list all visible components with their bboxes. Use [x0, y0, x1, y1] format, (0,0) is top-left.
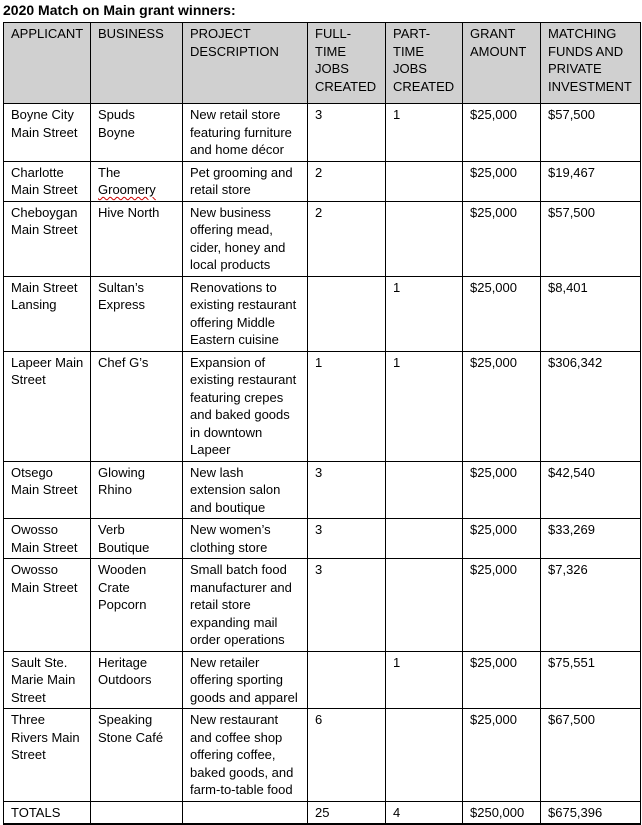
grant-amount-cell: $25,000	[463, 161, 541, 201]
description-cell: New restaurant and coffee shop offering coffee, baked goods, and farm-to-table food	[183, 709, 308, 802]
part-time-jobs-cell: 1	[386, 276, 463, 351]
applicant-cell: Owosso Main Street	[4, 559, 91, 652]
table-row	[4, 461, 641, 519]
column-header-full-time-jobs: FULL-TIME JOBS CREATED	[308, 23, 386, 104]
matching-funds-cell: $67,500	[541, 709, 641, 802]
totals-grant-amount-cell: $250,000	[463, 801, 541, 824]
grant-amount-cell: $25,000	[463, 104, 541, 162]
table-row	[4, 161, 641, 201]
applicant-cell: Lapeer Main Street	[4, 351, 91, 461]
column-header-description: PROJECT DESCRIPTION	[183, 23, 308, 104]
part-time-jobs-cell: 1	[386, 104, 463, 162]
business-text: The	[98, 164, 121, 180]
matching-funds-cell: $8,401	[541, 276, 641, 351]
full-time-jobs-cell: 2	[308, 201, 386, 276]
business-cell	[91, 161, 183, 201]
column-header-applicant: APPLICANT	[4, 23, 91, 104]
description-cell: Renovations to existing restaurant offering Middle Eastern cuisine	[183, 276, 308, 351]
description-cell: Expansion of existing restaurant featuring crepes and baked goods in downtown Lapeer	[183, 351, 308, 461]
table-row	[4, 201, 641, 276]
description-cell: New women’s clothing store	[183, 519, 308, 559]
matching-funds-cell: $75,551	[541, 651, 641, 709]
business-cell: Speaking Stone Café	[91, 709, 183, 802]
grant-amount-cell: $25,000	[463, 351, 541, 461]
grant-amount-cell: $25,000	[463, 651, 541, 709]
totals-matching-funds-cell: $675,396	[541, 801, 641, 824]
business-cell: Spuds Boyne	[91, 104, 183, 162]
description-cell: New lash extension salon and boutique	[183, 461, 308, 519]
description-cell: New retail store featuring furniture and home décor	[183, 104, 308, 162]
description-cell: New business offering mead, cider, honey and local products	[183, 201, 308, 276]
matching-funds-cell: $306,342	[541, 351, 641, 461]
table-body	[4, 104, 641, 802]
part-time-jobs-cell	[386, 709, 463, 802]
table-row	[4, 519, 641, 559]
grant-amount-cell: $25,000	[463, 519, 541, 559]
business-cell: Chef G’s	[91, 351, 183, 461]
full-time-jobs-cell: 3	[308, 559, 386, 652]
matching-funds-cell: $19,467	[541, 161, 641, 201]
matching-funds-cell: $33,269	[541, 519, 641, 559]
column-header-matching-funds: MATCHING FUNDS AND PRIVATE INVESTMENT	[541, 23, 641, 104]
business-cell: Wooden Crate Popcorn	[91, 559, 183, 652]
full-time-jobs-cell	[308, 651, 386, 709]
matching-funds-cell: $7,326	[541, 559, 641, 652]
description-cell: Small batch food manufacturer and retail store expanding mail order operations	[183, 559, 308, 652]
grant-amount-cell: $25,000	[463, 276, 541, 351]
grant-amount-cell: $25,000	[463, 709, 541, 802]
full-time-jobs-cell	[308, 276, 386, 351]
applicant-cell: Charlotte Main Street	[4, 161, 91, 201]
part-time-jobs-cell	[386, 559, 463, 652]
business-cell: Hive North	[91, 201, 183, 276]
table-row	[4, 351, 641, 461]
matching-funds-cell: $42,540	[541, 461, 641, 519]
part-time-jobs-cell: 1	[386, 651, 463, 709]
applicant-cell: Main Street Lansing	[4, 276, 91, 351]
grant-winners-table	[3, 22, 641, 825]
table-row	[4, 651, 641, 709]
grant-amount-cell: $25,000	[463, 559, 541, 652]
applicant-cell: Sault Ste. Marie Main Street	[4, 651, 91, 709]
full-time-jobs-cell: 3	[308, 461, 386, 519]
totals-part-time-jobs-cell: 4	[386, 801, 463, 824]
column-header-grant-amount: GRANT AMOUNT	[463, 23, 541, 104]
part-time-jobs-cell	[386, 461, 463, 519]
column-header-part-time-jobs: PART-TIME JOBS CREATED	[386, 23, 463, 104]
page-title: 2020 Match on Main grant winners:	[3, 2, 236, 18]
applicant-cell: Three Rivers Main Street	[4, 709, 91, 802]
applicant-cell: Boyne City Main Street	[4, 104, 91, 162]
table-row	[4, 559, 641, 652]
description-cell: Pet grooming and retail store	[183, 161, 308, 201]
table-row	[4, 709, 641, 802]
part-time-jobs-cell: 1	[386, 351, 463, 461]
column-header-business: BUSINESS	[91, 23, 183, 104]
business-cell: Heritage Outdoors	[91, 651, 183, 709]
full-time-jobs-cell: 6	[308, 709, 386, 802]
applicant-cell: Cheboygan Main Street	[4, 201, 91, 276]
totals-label-cell: TOTALS	[4, 801, 91, 824]
matching-funds-cell: $57,500	[541, 201, 641, 276]
part-time-jobs-cell	[386, 161, 463, 201]
grant-amount-cell: $25,000	[463, 461, 541, 519]
table-row	[4, 104, 641, 162]
part-time-jobs-cell	[386, 519, 463, 559]
misspelled-word: Groomery	[98, 182, 156, 197]
business-cell: Glowing Rhino	[91, 461, 183, 519]
applicant-cell: Owosso Main Street	[4, 519, 91, 559]
header-row	[4, 23, 641, 104]
matching-funds-cell: $57,500	[541, 104, 641, 162]
description-cell: New retailer offering sporting goods and apparel	[183, 651, 308, 709]
full-time-jobs-cell: 1	[308, 351, 386, 461]
full-time-jobs-cell: 3	[308, 104, 386, 162]
part-time-jobs-cell	[386, 201, 463, 276]
business-cell: Verb Boutique	[91, 519, 183, 559]
grant-amount-cell: $25,000	[463, 201, 541, 276]
table-head	[4, 23, 641, 104]
totals-full-time-jobs-cell: 25	[308, 801, 386, 824]
business-cell: Sultan’s Express	[91, 276, 183, 351]
table-row	[4, 276, 641, 351]
full-time-jobs-cell: 2	[308, 161, 386, 201]
applicant-cell: Otsego Main Street	[4, 461, 91, 519]
full-time-jobs-cell: 3	[308, 519, 386, 559]
